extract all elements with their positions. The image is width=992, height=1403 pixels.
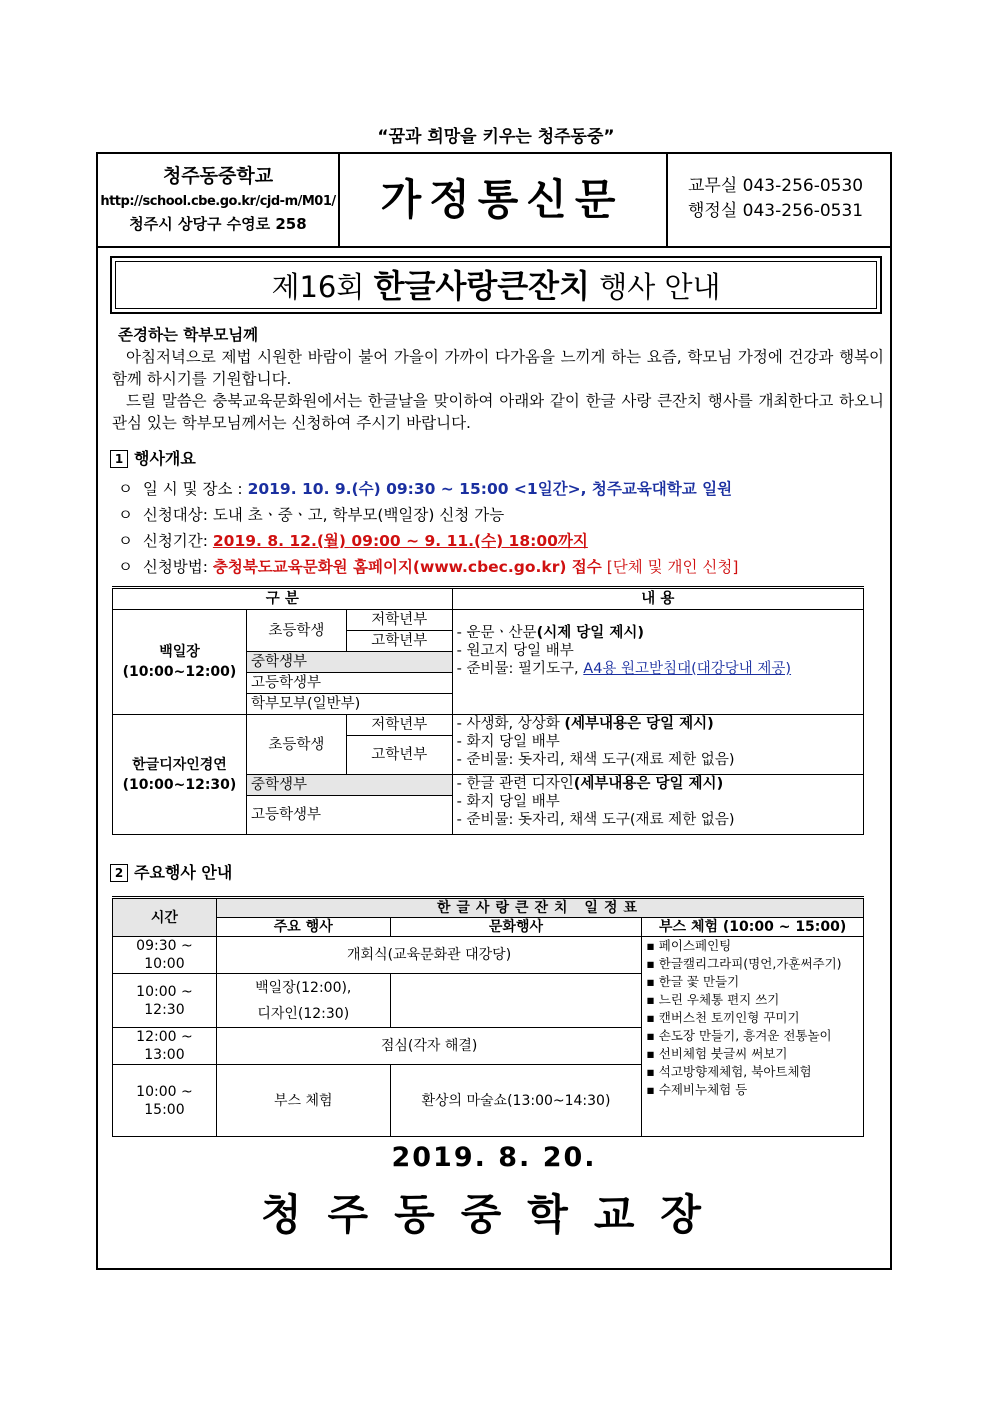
schedule-time-1: 09:30 ~ 10:00 [113, 937, 217, 974]
school-info [98, 154, 340, 246]
booth-item: ▪ 선비체험 붓글씨 써보기 [646, 1046, 788, 1061]
section-1-heading [110, 446, 196, 469]
contact-teachers-office: 교무실 043-256-0530 [688, 176, 864, 196]
overview-item-period: ㅇ 신청기간: 2019. 8. 12.(월) 09:00 ~ 9. 11.(수) 18:00까지 [118, 532, 588, 550]
overview-item-target: ㅇ 신청대상: 도내 초ㆍ중ㆍ고, 학부모(백일장) 신청 가능 [118, 506, 505, 524]
event-title-main: 한글사랑큰잔치 [373, 267, 591, 305]
newsletter-frame [96, 152, 892, 1270]
greeting-para-1: 아침저녁으로 제법 시원한 바람이 불어 가을이 가까이 다가옴을 느끼게 하는 요즘, 학모님 가정에 건강과 행복이 함께 하시기를 기원합니다. [112, 348, 884, 388]
design-elementary-content: - 사생화, 상상화 (세부내용은 당일 제시) - 화지 당일 배부 - 준비물: 돗자리, 채색 도구(재료 제한 없음) [452, 715, 863, 775]
schedule-header-booth: 부스 체험 (10:00 ~ 15:00) [642, 918, 864, 937]
overview-item-method: ㅇ 신청방법: 충청북도교육문화원 홈페이지(www.cbec.go.kr) 접수 [단체 및 개인 신청] [118, 558, 739, 576]
category-baekiljang: 백일장 (10:00~12:00) [113, 610, 247, 715]
table-header-content: 내 용 [452, 588, 863, 610]
salutation: 존경하는 학부모님께 [118, 326, 259, 344]
event-title-suffix: 행사 안내 [590, 270, 721, 304]
schedule-booth: 부스 체험 [216, 1065, 390, 1137]
schedule-header-title: 한글사랑큰잔치 일정표 [216, 898, 863, 918]
booth-item: ▪ 석고방향제체험, 북아트체험 [646, 1064, 812, 1079]
booth-item: ▪ 캔버스천 토끼인형 꾸미기 [646, 1010, 800, 1025]
design-elementary: 초등학생 [246, 715, 346, 775]
overview-list [118, 476, 738, 580]
baek-upper-grade: 고학년부 [346, 631, 452, 652]
schedule-header-main: 주요 행사 [216, 918, 390, 937]
schedule-table [112, 896, 864, 1137]
schedule-time-2: 10:00 ~ 12:30 [113, 974, 217, 1028]
section-2-title: 주요행사 안내 [134, 863, 233, 882]
table-header-division: 구 분 [113, 588, 453, 610]
greeting-para-2: 드릴 말씀은 충북교육문화원에서는 한글날을 맞이하여 아래와 같이 한글 사랑 큰잔치 행사를 개최한다고 하오니 관심 있는 학부모님께서는 신청하여 주시기 바랍니다. [112, 392, 884, 432]
booth-item: ▪ 느린 우체통 편지 쓰기 [646, 992, 780, 1007]
schedule-contest: 백일장(12:00), 디자인(12:30) [216, 974, 390, 1028]
issue-date: 2019. 8. 20. [391, 1142, 597, 1173]
booth-item: ▪ 손도장 만들기, 흥겨운 전통놀이 [646, 1028, 832, 1043]
competition-table [112, 586, 864, 835]
design-upper-grade: 고학년부 [346, 736, 452, 775]
contact-info [688, 174, 863, 224]
booth-item: ▪ 한글캘리그라피(명언,가훈써주기) [646, 956, 842, 971]
baek-elementary: 초등학생 [246, 610, 346, 652]
design-lower-grade: 저학년부 [346, 715, 452, 736]
design-secondary-content: - 한글 관련 디자인(세부내용은 당일 제시) - 화지 당일 배부 - 준비물: 돗자리, 채색 도구(재료 제한 없음) [452, 775, 863, 835]
greeting [112, 324, 884, 434]
principal-signature: 청주동중학교장 [260, 1190, 727, 1239]
booth-item: ▪ 페이스페인팅 [646, 938, 732, 953]
event-title-prefix: 제16회 [271, 270, 374, 304]
section-2-heading [110, 860, 232, 883]
schedule-magic-show: 환상의 마술쇼(13:00~14:30) [390, 1065, 642, 1137]
booth-list [642, 937, 864, 1137]
section-1-number: 1 [110, 450, 128, 468]
school-name: 청주동중학교 [162, 165, 274, 187]
school-motto: “꿈과 희망을 키우는 청주동중” [377, 127, 615, 147]
baek-content: - 운문ㆍ산문(시제 당일 제시) - 원고지 당일 배부 - 준비물: 필기도구, A4용 원고받침대(대강당내 제공) [452, 610, 863, 715]
schedule-header-culture: 문화행사 [390, 918, 642, 937]
school-url[interactable]: http://school.cbe.go.kr/cjd-m/M01/ [100, 194, 336, 209]
category-design: 한글디자인경연 (10:00~12:30) [113, 715, 247, 835]
newsletter-header [98, 154, 890, 248]
schedule-time-3: 12:00 ~ 13:00 [113, 1028, 217, 1065]
booth-item: ▪ 한글 꽃 만들기 [646, 974, 740, 989]
baek-lower-grade: 저학년부 [346, 610, 452, 631]
design-middle: 중학생부 [246, 775, 452, 796]
booth-item: ▪ 수제비누체험 등 [646, 1082, 748, 1097]
schedule-time-4: 10:00 ~ 15:00 [113, 1065, 217, 1137]
event-title-box [110, 256, 882, 314]
baek-parent: 학부모부(일반부) [246, 694, 452, 715]
contact-admin-office: 행정실 043-256-0531 [688, 201, 864, 221]
section-1-title: 행사개요 [134, 449, 196, 468]
newsletter-title: 가정통신문 [338, 154, 668, 246]
overview-item-datetime: ㅇ 일 시 및 장소 : 2019. 10. 9.(수) 09:30 ~ 15:00 <1일간>, 청주교육대학교 일원 [118, 480, 733, 498]
schedule-lunch: 점심(각자 해결) [216, 1028, 641, 1065]
baek-high: 고등학생부 [246, 673, 452, 694]
baek-middle: 중학생부 [246, 652, 452, 673]
schedule-opening: 개회식(교육문화관 대강당) [216, 937, 641, 974]
schedule-header-time: 시간 [113, 898, 217, 937]
design-high: 고등학생부 [246, 796, 452, 835]
section-2-number: 2 [110, 864, 128, 882]
school-address: 청주시 상당구 수영로 258 [129, 215, 307, 233]
schedule-culture-empty [390, 974, 642, 1028]
